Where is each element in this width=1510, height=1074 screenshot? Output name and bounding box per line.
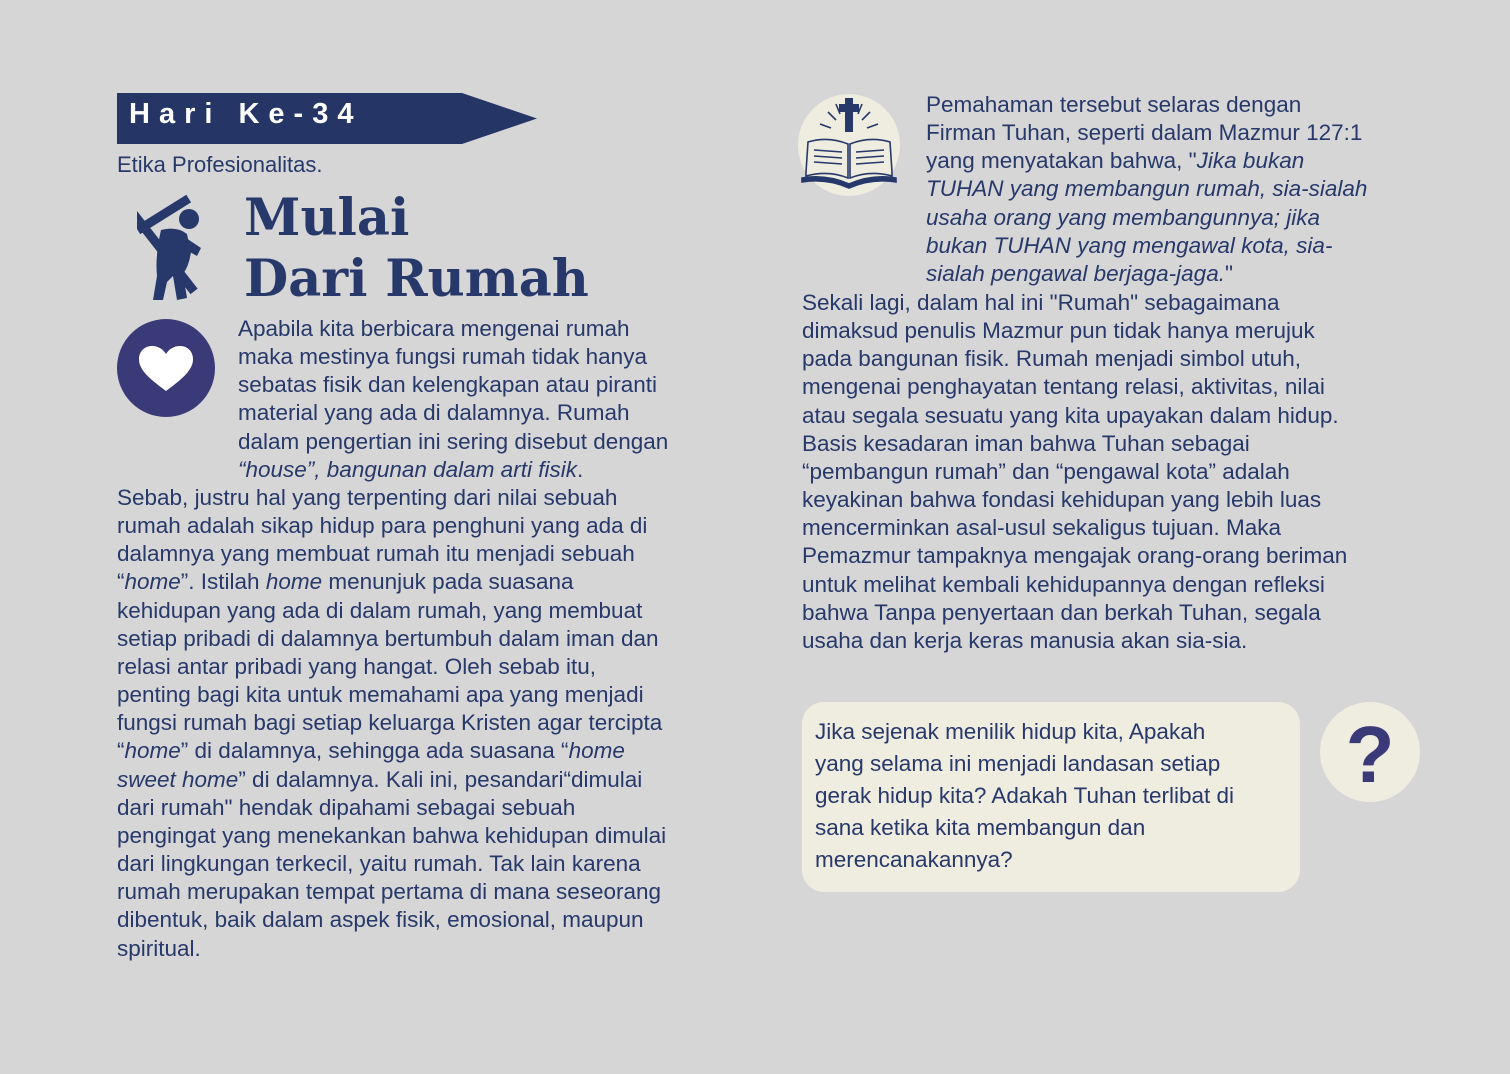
text-fragment: ” di dalamnya, sehingga ada suasana “ — [180, 738, 569, 764]
day-banner — [117, 93, 537, 144]
text-line: dimaksud penulis Mazmur pun tidak hanya merujuk — [802, 318, 1315, 344]
question-box — [802, 702, 1300, 892]
italic-text: home — [568, 738, 625, 764]
question-mark-icon — [1320, 702, 1420, 802]
text-line — [926, 175, 1486, 203]
text-line: Basis kesadaran iman bahwa Tuhan sebagai — [802, 430, 1250, 456]
text-line: rumah adalah sikap hidup para penghuni yang ada di — [117, 513, 648, 539]
text-line: Firman Tuhan, seperti dalam Mazmur 127:1 — [926, 120, 1363, 146]
text-line: untuk melihat kembali kehidupannya dengan refleksi — [802, 571, 1325, 597]
text-fragment: ”. Istilah — [180, 569, 266, 595]
italic-text: sweet home — [117, 766, 239, 792]
text-line: atau segala sesuatu yang kita upayakan dalam hidup. — [802, 402, 1339, 428]
italic-text: TUHAN yang membangun rumah, sia-sialah — [926, 176, 1368, 202]
text-line — [926, 147, 1486, 175]
scripture-paragraph — [926, 91, 1486, 288]
text-line: pengingat yang menekankan bahwa kehidupan dimulai — [117, 822, 667, 848]
text-line: setiap pribadi di dalamnya bertumbuh dalam iman dan — [117, 625, 659, 651]
subtitle: Etika Profesionalitas. — [117, 152, 323, 177]
question-mark-glyph: ? — [1345, 710, 1395, 799]
text-line: Pemahaman tersebut selaras dengan — [926, 92, 1302, 117]
text-line: penting bagi kita untuk memahami apa yang menjadi — [117, 682, 644, 708]
italic-text: “house”, bangunan dalam arti fisik — [238, 456, 577, 482]
text-line: gerak hidup kita? Adakah Tuhan terlibat di — [815, 783, 1235, 808]
text-fragment: “ — [117, 569, 125, 595]
text-line: dibentuk, baik dalam aspek fisik, emosional, maupun — [117, 907, 644, 933]
text-line: dari lingkungan terkecil, yaitu rumah. Tak lain karena — [117, 851, 641, 877]
heart-icon — [117, 319, 215, 417]
text-line: mengenai penghayatan tentang relasi, aktivitas, nilai — [802, 374, 1325, 400]
italic-text: home — [124, 738, 181, 764]
text-line: spiritual. — [117, 935, 201, 961]
text-line: Sebab, justru hal yang terpenting dari nilai sebuah — [117, 485, 618, 510]
text-line: yang selama ini menjadi landasan setiap — [815, 751, 1221, 776]
text-line — [117, 568, 757, 596]
text-line: bahwa Tanpa penyertaan dan berkah Tuhan, segala — [802, 599, 1321, 625]
italic-text: home — [265, 569, 323, 595]
page-title — [244, 188, 589, 310]
text-fragment: ” di dalamnya. Kali ini, pesandari“dimulai — [238, 766, 643, 792]
italic-text: usaha orang yang membangunnya; jika — [926, 204, 1321, 230]
text-line: Apabila kita berbicara mengenai rumah — [238, 316, 630, 341]
italic-text: Jika bukan — [1196, 148, 1305, 174]
text-line: sana ketika kita membangun dan — [815, 815, 1146, 840]
text-line: kehidupan yang ada di dalam rumah, yang membuat — [117, 597, 643, 623]
text-line: fungsi rumah bagi setiap keluarga Kristen agar tercipta — [117, 710, 663, 736]
day-label: Hari Ke-34 — [129, 98, 363, 130]
text-fragment: “ — [117, 738, 125, 764]
text-line: usaha dan kerja keras manusia akan sia-sia. — [802, 627, 1248, 653]
text-line: Pemazmur tampaknya mengajak orang-orang beriman — [802, 543, 1348, 569]
text-line — [926, 204, 1486, 232]
text-line: mencerminkan asal-usul sekaligus tujuan. Maka — [802, 515, 1281, 541]
text-line — [117, 737, 757, 765]
text-line: dalamnya yang membuat rumah itu menjadi sebuah — [117, 541, 635, 567]
text-line — [238, 456, 758, 484]
text-line: dalam pengertian ini sering disebut dengan — [238, 428, 669, 454]
text-fragment: yang menyatakan bahwa, " — [926, 148, 1197, 174]
text-line: maka mestinya fungsi rumah tidak hanya — [238, 344, 647, 370]
text-line: “pembangun rumah” dan “pengawal kota” adalah — [802, 458, 1290, 484]
text-line: rumah merupakan tempat pertama di mana seseorang — [117, 879, 662, 905]
text-fragment: " — [1224, 260, 1233, 286]
title-line-1: Mulai — [244, 188, 410, 248]
italic-text: bukan TUHAN yang mengawal kota, sia- — [926, 232, 1333, 258]
intro-paragraph — [238, 315, 758, 484]
text-line: merencanakannya? — [815, 847, 1013, 872]
italic-text: sialah pengawal berjaga-jaga. — [926, 260, 1225, 286]
bible-with-cross-icon — [798, 94, 900, 196]
text-line: Sekali lagi, dalam hal ini "Rumah" sebagaimana — [802, 290, 1280, 315]
main-paragraph — [117, 484, 757, 963]
text-line: sebatas fisik dan kelengkapan atau piranti — [238, 372, 658, 398]
text-line: Jika sejenak menilik hidup kita, Apakah — [815, 719, 1206, 744]
reflection-paragraph — [802, 289, 1442, 655]
text-line — [926, 232, 1486, 260]
question-text — [815, 716, 1295, 876]
italic-text: home — [124, 569, 181, 595]
text-fragment: . — [576, 456, 584, 482]
text-line: relasi antar pribadi yang hangat. Oleh sebab itu, — [117, 653, 597, 679]
text-line: pada bangunan fisik. Rumah menjadi simbol utuh, — [802, 346, 1302, 372]
text-line: material yang ada di dalamnya. Rumah — [238, 400, 630, 426]
title-line-2: Dari Rumah — [244, 249, 589, 309]
text-line: keyakinan bahwa fondasi kehidupan yang lebih luas — [802, 487, 1322, 513]
text-fragment: menunjuk pada suasana — [322, 569, 574, 595]
text-line — [117, 766, 757, 794]
person-carrying-cross-icon — [137, 190, 223, 302]
text-line: dari rumah" hendak dipahami sebagai sebuah — [117, 794, 576, 820]
text-line — [926, 260, 1486, 288]
